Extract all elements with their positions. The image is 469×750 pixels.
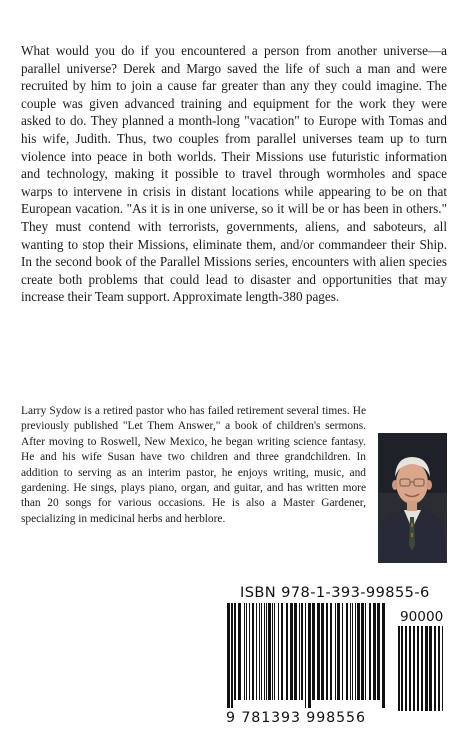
barcode-bar	[266, 603, 267, 700]
barcode-bar	[272, 603, 273, 700]
barcode-bar	[261, 603, 262, 700]
barcode-bar	[231, 603, 233, 708]
author-portrait-image	[378, 433, 447, 563]
barcode-bar	[234, 603, 236, 700]
barcode-bar	[286, 603, 288, 700]
barcode-bar	[357, 603, 360, 700]
barcode-bar	[274, 603, 275, 700]
barcode-bar	[317, 603, 320, 700]
barcode-bar	[346, 603, 348, 700]
barcode-bar	[299, 603, 300, 700]
barcode-bar	[246, 603, 247, 700]
barcode-bar	[238, 603, 241, 700]
barcode-bar	[278, 603, 279, 700]
barcode-bar	[413, 626, 415, 711]
barcode-bar	[361, 603, 364, 700]
barcode-bar	[305, 603, 306, 708]
barcode-bar	[365, 603, 366, 700]
price-addon-barcode	[397, 626, 445, 719]
barcode-bar	[401, 626, 403, 711]
isbn-label: ISBN 978-1-393-99855-6	[240, 584, 430, 601]
author-bio: Larry Sydow is a retired pastor who has failed retirement several times. He previously published "Let Them Answer," a book of children's sermons. After moving to Roswell, New Mexico, he began writing science fantasy. He and his wife Susan have two children and three grandchildren. In addition to serving as an interim pastor, he enjoys writing, music, and gardening. He sings, plays piano, organ, and guitar, and has written more than 20 songs for various occasions. He is also a Master Gardener, specializing in medicinal herbs and herblore.	[21, 405, 366, 525]
barcode-bar	[337, 603, 340, 700]
barcode-bar	[321, 603, 324, 700]
barcode-bar	[259, 603, 260, 700]
barcode-bar	[409, 626, 411, 711]
barcode-digits: 9 781393 998556	[226, 710, 366, 726]
barcode-bar	[301, 603, 303, 700]
barcode-bar	[227, 603, 230, 708]
barcode-bar	[342, 603, 343, 700]
barcode-bar	[355, 603, 356, 700]
author-photo	[378, 433, 447, 563]
barcode-bar	[252, 603, 254, 700]
barcode-bar	[377, 603, 380, 700]
barcode-bar	[398, 626, 400, 711]
barcode-bar	[256, 603, 257, 700]
barcode-bar	[405, 626, 407, 711]
barcode-bar	[429, 626, 432, 711]
ean-barcode	[226, 603, 386, 708]
barcode-bar	[425, 626, 428, 711]
barcode-bar	[281, 603, 283, 700]
barcode-bar	[442, 626, 443, 711]
barcode-bar	[350, 603, 351, 700]
barcode-bar	[434, 626, 436, 711]
barcode-bar	[312, 603, 315, 700]
barcode-bar	[249, 603, 250, 700]
barcode-bar	[330, 603, 332, 700]
price-code: 90000	[400, 609, 444, 625]
barcode-bar	[294, 603, 297, 700]
barcode-bar	[268, 603, 271, 700]
barcode-bar	[352, 603, 353, 700]
barcode-bar	[373, 603, 376, 700]
barcode-bar	[421, 626, 423, 711]
barcode-bar	[438, 626, 440, 711]
barcode-bar	[244, 603, 245, 700]
barcode-bar	[382, 603, 385, 708]
barcode-bar	[308, 603, 311, 708]
barcode-bar	[290, 603, 293, 700]
barcode-bar	[326, 603, 328, 700]
barcode-bar	[264, 603, 265, 700]
barcode-bar	[369, 603, 371, 700]
book-blurb: What would you do if you encountered a person from another universe—a parallel universe? Derek and Margo saved the life of such a man and were recruited by him to join a cause far greater than any they could imagine. The couple was given advanced training and equipment for the work they were asked to do. They planned a month-long "vacation" to Europe with Tomas and his wife, Judith. Thus, two couples from parallel universes team up to turn violence into peace in both worlds. Their Missions use futuristic information and technology, making it possible to travel through wormholes and space warps to intervene in crisis in distant locations while appearing to be on that European vacation. "As it is in one universe, so it will be or has been in others." They must contend with terrorists, governments, aliens, and saboteurs, all wanting to stop their Missions, eliminate them, and/or commandeer their Ship. In the second book of the Parallel Missions series, encounters with alien species create both problems that could lead to disaster and opportunities that may increase their Team support. Approximate length-380 pages.	[21, 43, 447, 305]
barcode-bar	[417, 626, 419, 711]
barcode-bar	[335, 603, 336, 700]
